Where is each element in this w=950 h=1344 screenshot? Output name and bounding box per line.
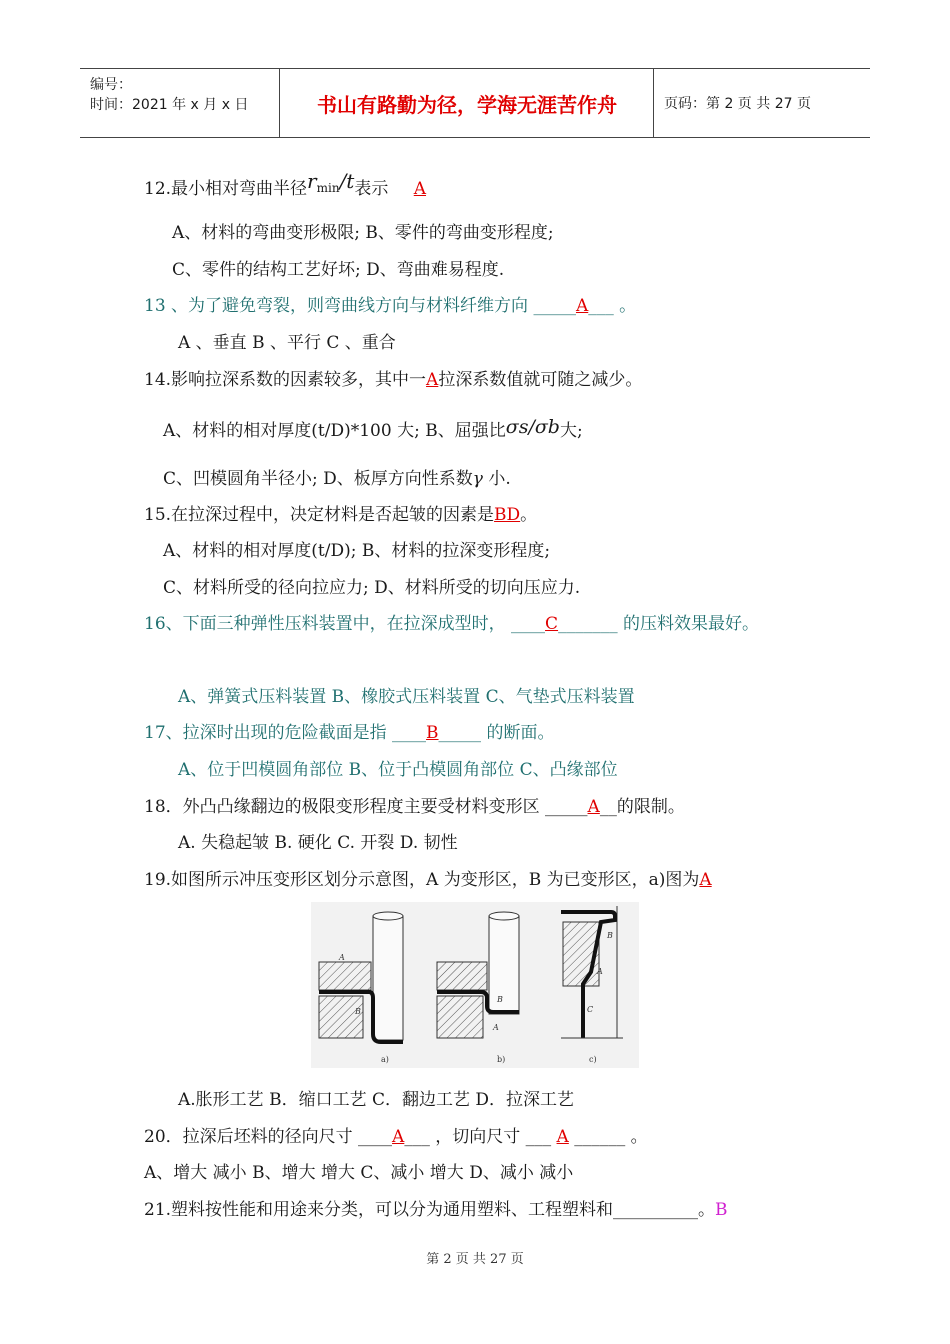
q16-stem-text: 16、下面三种弹性压料装置中，在拉深成型时， <box>144 614 506 634</box>
q21-answer: B <box>715 1200 728 1220</box>
q16-blank-pre: ____ <box>505 614 546 634</box>
q12-stem-text: 12.最小相对弯曲半径 <box>144 179 308 199</box>
q12-options-line1: A、材料的弯曲变形极限; B、零件的弯曲变形程度; <box>172 223 554 243</box>
q19-options: A.胀形工艺 B．缩口工艺 C．翻边工艺 D．拉深工艺 <box>178 1090 575 1110</box>
fig-caption-a: a) <box>381 1055 389 1064</box>
q12-suffix: 表示 <box>354 179 389 199</box>
figure-panel-c <box>561 906 623 1064</box>
page-header <box>80 68 870 138</box>
q18-options: A. 失稳起皱 B. 硬化 C. 开裂 D. 韧性 <box>178 833 458 853</box>
q17-stem <box>144 722 554 744</box>
q14-stem <box>144 369 642 391</box>
q16-options: A、弹簧式压料装置 B、橡胶式压料装置 C、气垫式压料装置 <box>178 687 635 707</box>
q13-stem <box>144 295 636 317</box>
q17-answer: B <box>426 723 439 743</box>
header-page-info: 页码：第 2 页 共 27 页 <box>664 96 811 112</box>
q19-stem-pre: 19.如图所示冲压变形区划分示意图，A 为变形区，B 为已变形区，a)图为 <box>144 870 700 890</box>
q15-stem <box>144 504 537 526</box>
q14-opt-formula: σs/σb <box>505 416 560 438</box>
fig-c-label-B-top: B <box>607 931 613 940</box>
q14-opt-c: C、凹模圆角半径小; D、板厚方向性系数 <box>163 469 473 489</box>
header-meta-cell <box>80 69 280 137</box>
q20-stem-text: 20．拉深后坯料的径向尺寸 <box>144 1127 353 1147</box>
q14-opt-gamma: γ <box>472 469 483 489</box>
q17-blank-post: _____ <box>438 723 482 743</box>
fig-b-label-A: A <box>493 1023 499 1032</box>
q18-stem <box>144 796 685 818</box>
q12-options-line2: C、零件的结构工艺好坏; D、弯曲难易程度. <box>172 260 505 280</box>
q18-blank-post: __ <box>599 797 617 817</box>
q15-options-line1: A、材料的相对厚度(t/D); B、材料的拉深变形程度; <box>163 541 551 561</box>
q16-blank-post: _______ <box>558 614 618 634</box>
q20-blank1-pre: ____ <box>352 1127 393 1147</box>
header-number-label: 编号： <box>90 77 132 93</box>
q16-answer: C <box>545 614 559 634</box>
q13-stem-text: 13 、为了避免弯裂，则弯曲线方向与材料纤维方向 <box>144 296 529 316</box>
stamping-deformation-figure <box>311 902 639 1068</box>
q13-blank-post: ___ 。 <box>588 296 637 316</box>
q15-stem-post: 。 <box>520 505 538 525</box>
figure-svg <box>311 902 639 1068</box>
q18-stem-post: 的限制。 <box>616 797 685 817</box>
figure-panel-a <box>319 912 403 1064</box>
fig-a-label-A: A <box>339 953 345 962</box>
q17-options: A、位于凹模圆角部位 B、位于凸模圆角部位 C、凸缘部位 <box>178 760 618 780</box>
q17-blank-pre: ____ <box>386 723 427 743</box>
q12-formula-t: /t <box>339 169 355 193</box>
q14-options-line1 <box>163 416 583 442</box>
q14-opt-a: A、材料的相对厚度(t/D)*100 大; B、屈强比 <box>163 421 506 441</box>
q13-options: A 、垂直 B 、平行 C 、重合 <box>178 333 396 353</box>
q16-stem <box>144 613 759 635</box>
fig-b-label-B: B <box>497 995 503 1004</box>
fig-caption-c: c) <box>589 1055 597 1064</box>
q12-formula-sub: min <box>316 181 340 195</box>
q13-blank-pre: _____ <box>533 296 576 316</box>
q20-stem <box>144 1126 648 1148</box>
figure-panel-b <box>437 912 519 1064</box>
q20-blank2-pre: ___ <box>520 1127 557 1147</box>
q18-answer: A <box>587 797 600 817</box>
q14-options-line2 <box>163 468 511 490</box>
q19-stem <box>144 869 712 891</box>
q12-formula-r: r <box>307 169 317 193</box>
fig-c-label-A: A <box>597 967 603 976</box>
q12-answer: A <box>413 179 427 199</box>
q14-stem-post: 拉深系数值就可随之减少。 <box>438 370 643 390</box>
q17-stem-post: 的断面。 <box>481 723 555 743</box>
q15-stem-pre: 15.在拉深过程中，决定材料是否起皱的因素是 <box>144 505 495 525</box>
page-footer: 第 2 页 共 27 页 <box>426 1252 524 1267</box>
q15-answer: BD <box>494 505 521 525</box>
q17-stem-text: 17、拉深时出现的危险截面是指 <box>144 723 387 743</box>
header-motto: 书山有路勤为径，学海无涯苦作舟 <box>281 69 654 137</box>
fig-a-label-B: B <box>355 1007 361 1016</box>
fig-caption-b: b) <box>497 1055 506 1064</box>
header-time-label: 时间：2021 年 x 月 x 日 <box>90 97 249 113</box>
q19-answer: A <box>699 870 712 890</box>
q20-options: A、增大 减小 B、增大 增大 C、减小 增大 D、减小 减小 <box>144 1163 574 1183</box>
q21-stem <box>144 1199 728 1221</box>
q14-opt-d-post: 小. <box>482 469 511 489</box>
q14-opt-b-post: 大; <box>559 421 583 441</box>
q20-answer2: A <box>556 1127 569 1147</box>
q14-stem-pre: 14.影响拉深系数的因素较多，其中一 <box>144 370 427 390</box>
fig-c-label-C: C <box>587 1005 594 1014</box>
q21-stem-text: 21.塑料按性能和用途来分类，可以分为通用塑料、工程塑料和__________。 <box>144 1200 716 1220</box>
q15-options-line2: C、材料所受的径向拉应力; D、材料所受的切向压应力. <box>163 578 581 598</box>
q20-blank1-post: ___ ，切向尺寸 <box>404 1127 521 1147</box>
q14-answer: A <box>426 370 439 390</box>
q12-stem <box>144 169 427 201</box>
q16-stem-post: 的压料效果最好。 <box>617 614 759 634</box>
q13-answer: A <box>575 296 589 316</box>
q18-stem-text: 18．外凸凸缘翻边的极限变形程度主要受材料变形区 <box>144 797 540 817</box>
q20-answer1: A <box>392 1127 405 1147</box>
q20-blank2-post: ______ 。 <box>568 1127 648 1147</box>
q18-blank-pre: _____ <box>539 797 588 817</box>
